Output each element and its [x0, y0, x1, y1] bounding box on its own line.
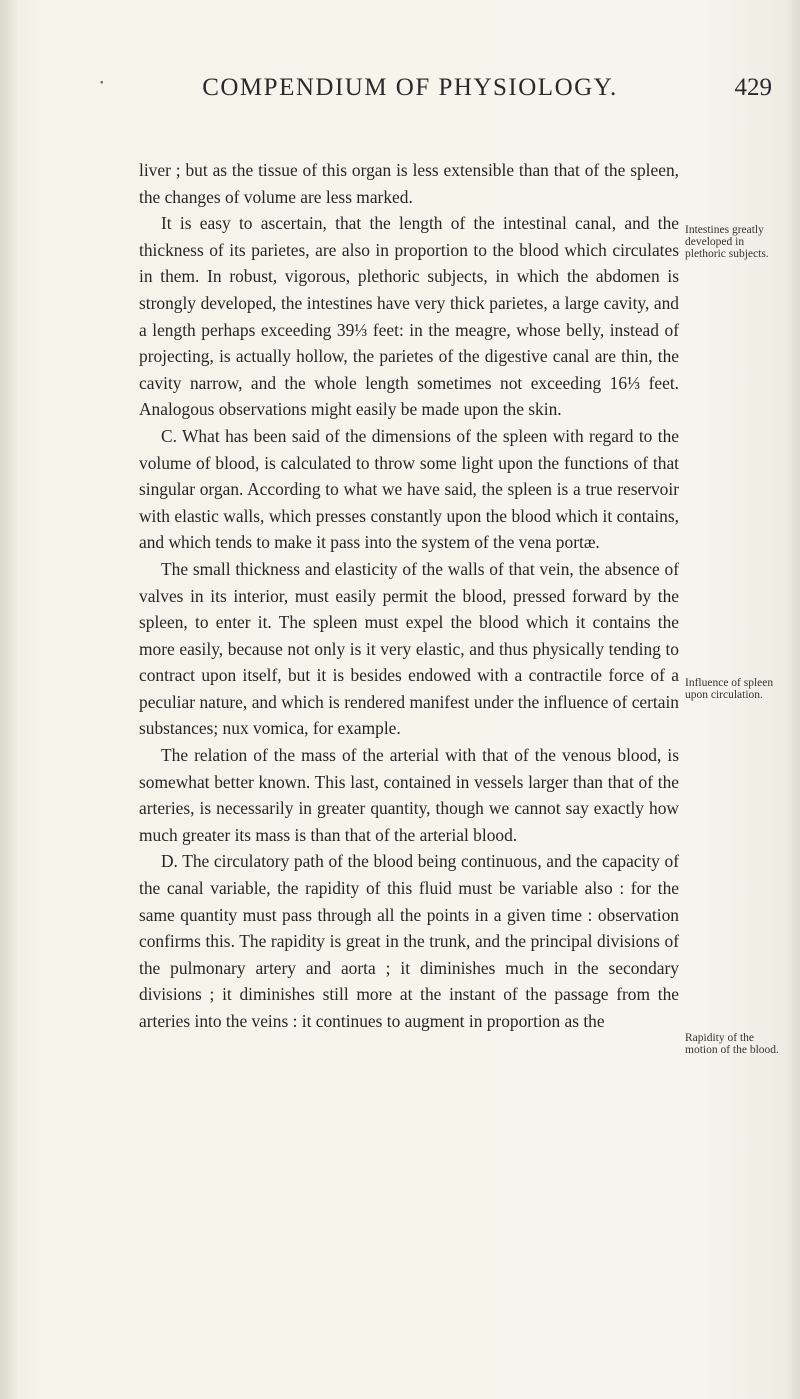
margin-note-spleen: Influence of spleen upon circulation. [685, 677, 774, 701]
header-bullet: • [100, 78, 104, 89]
running-title: COMPENDIUM OF PHYSIOLOGY. [202, 74, 618, 101]
page-number: 429 [734, 74, 772, 101]
paragraph: The relation of the mass of the arterial with that of the venous blood, is somewhat better known. This last, contained in vessels larger than that of the arteries, is necessarily in greater quantity, though we cannot say exactly how much greater its mass is than that of the arterial blood. [139, 745, 679, 845]
paragraph: liver ; but as the tissue of this organ is less extensible than that of the spleen, the changes of volume are less marked. [139, 160, 679, 207]
page-header [0, 74, 800, 108]
paragraph: D. The circulatory path of the blood being continuous, and the capacity of the canal variable, the rapidity of this fluid must be variable also : for the same quantity must pass through all the points in a given time : observation confirms this. The rapidity is great in the trunk, and the principal divisions of the pulmonary artery and aorta ; it diminishes much in the secondary divisions ; it diminishes still more at the instant of the passage from the arteries into the veins : it continues to augment in proportion as the [139, 851, 679, 1031]
page-edge [786, 0, 800, 1399]
gutter-shadow [0, 0, 18, 1399]
paragraph: It is easy to ascertain, that the length of the intestinal canal, and the thickness of its parietes, are also in proportion to the blood which circulates in them. In robust, vigorous, plethoric subjects, in which the abdomen is strongly developed, the intestines have very thick parietes, a large cavity, and a length perhaps exceeding 39⅓ feet: in the meagre, whose belly, instead of projecting, is actually hollow, the parietes of the digestive canal are thin, the cavity narrow, and the whole length sometimes not exceeding 16⅓ feet. Analogous observations might easily be made upon the skin. [139, 213, 679, 420]
paragraph: The small thickness and elasticity of the walls of that vein, the absence of valves in its interior, must easily permit the blood, pressed forward by the spleen, to enter it. The spleen must expel the blood which it contains the more easily, because not only is it very elastic, and thus physically tending to contract upon itself, but it is besides endowed with a contractile force of a peculiar nature, and which is rendered manifest under the influence of certain substances; nux vomica, for example. [139, 558, 679, 739]
paragraph: C. What has been said of the dimensions of the spleen with regard to the volume of blood, is calculated to throw some light upon the functions of that singular organ. According to what we have said, the spleen is a true reservoir with elastic walls, which presses constantly upon the blood which it contains, and which tends to make it pass into the system of the vena portæ. [139, 425, 679, 553]
margin-note-intestines: Intestines greatly developed in plethoric subjects. [685, 224, 769, 260]
body-text [139, 157, 679, 1035]
margin-note-rapidity: Rapidity of the motion of the blood. [685, 1032, 779, 1056]
